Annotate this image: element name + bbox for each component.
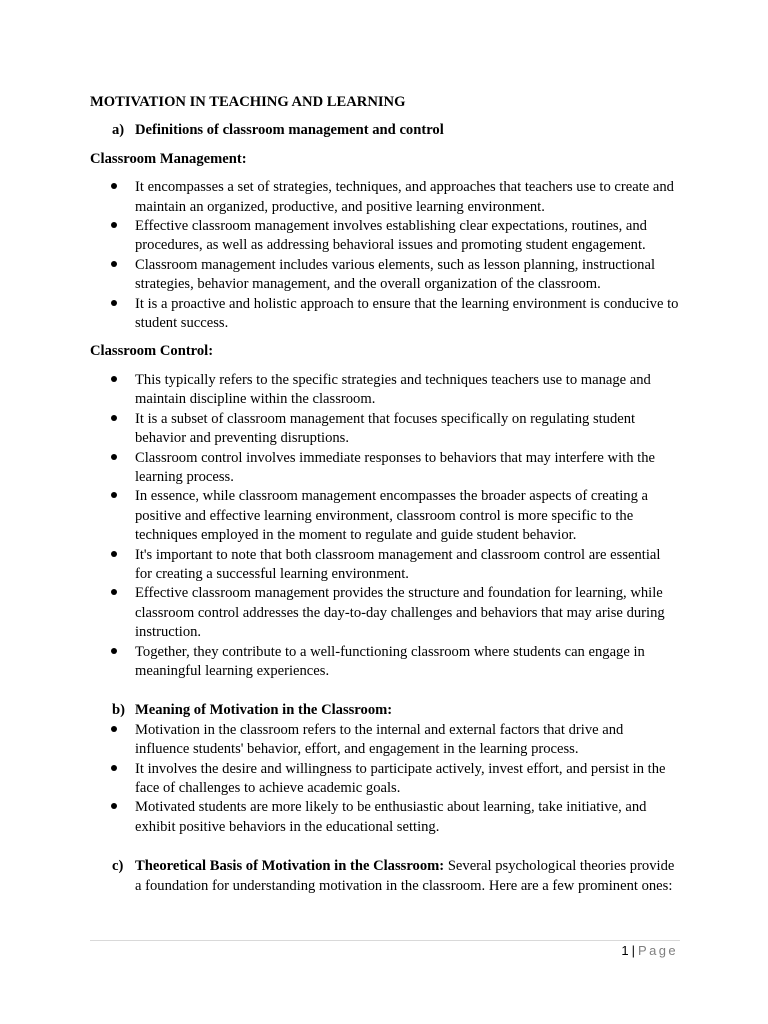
bullet-icon	[111, 726, 117, 732]
document-body	[90, 93, 680, 905]
list-item-text: This typically refers to the specific strategies and techniques teachers use to manage and maintain discipline within the classroom.	[135, 371, 651, 408]
list-item-text: In essence, while classroom management encompasses the broader aspects of creating a positive and effective learning environment, classroom control is more specific to the techniques employed in the moment to regulate and guide student behavior.	[135, 488, 649, 544]
list-item-text: It is a proactive and holistic approach to ensure that the learning environment is conducive to student success.	[135, 295, 679, 332]
list-item-text: It's important to note that both classroom management and classroom control are essential for creating a successful learning environment.	[135, 546, 661, 582]
list-item-text: Together, they contribute to a well-functioning classroom where students can engage in meaningful learning experiences.	[135, 643, 645, 679]
section-b-title: Meaning of Motivation in the Classroom:	[135, 702, 393, 719]
motivation-meaning-list	[90, 721, 680, 837]
list-item-text: It encompasses a set of strategies, techniques, and approaches that teachers use to create and maintain an organized, productive, and positive learning environment.	[135, 179, 674, 215]
bullet-icon	[111, 589, 117, 595]
list-item-text: Classroom management includes various elements, such as lesson planning, instructional strategies, behavior management, and the overall organization of the classroom.	[135, 256, 656, 293]
list-item-text: It is a subset of classroom management that focuses specifically on regulating student behavior and preventing disruptions.	[135, 410, 636, 447]
bullet-icon	[111, 261, 117, 267]
list-item	[90, 410, 680, 449]
classroom-control-list	[90, 371, 680, 682]
list-item-text: Effective classroom management involves establishing clear expectations, routines, and procedures, as well as addressing behavioral issues and promoting student engagement.	[135, 218, 647, 254]
list-item	[90, 584, 680, 642]
bullet-icon	[111, 183, 117, 189]
bullet-icon	[111, 492, 117, 498]
section-c-title: Theoretical Basis of Motivation in the Classroom:	[135, 858, 445, 875]
section-a-heading	[90, 121, 680, 140]
classroom-management-list	[90, 178, 680, 333]
bullet-icon	[111, 803, 117, 809]
section-c-paragraph	[90, 857, 680, 896]
list-item-text: It involves the desire and willingness to participate actively, invest effort, and persist in the face of challenges to achieve academic goals.	[135, 760, 666, 796]
list-item	[90, 178, 680, 217]
bullet-icon	[111, 222, 117, 228]
list-item-text: Effective classroom management provides the structure and foundation for learning, while classroom control addresses the day-to-day challenges and behaviors that may arise during instruction.	[135, 585, 665, 641]
section-a-title: Definitions of classroom management and control	[135, 122, 444, 139]
bullet-icon	[111, 454, 117, 460]
list-item-text: Motivated students are more likely to be enthusiastic about learning, take initiative, and exhibit positive behaviors in the educational setting.	[135, 799, 647, 835]
list-item	[90, 643, 680, 682]
footer-separator: |	[631, 943, 636, 958]
section-b-heading	[90, 701, 680, 720]
list-item-text: Classroom control involves immediate responses to behaviors that may interfere with the learning process.	[135, 449, 655, 485]
bullet-icon	[111, 765, 117, 771]
list-item	[90, 256, 680, 295]
classroom-control-heading: Classroom Control:	[90, 343, 214, 360]
list-item	[90, 798, 680, 837]
bullet-icon	[111, 551, 117, 557]
footer-divider	[90, 940, 680, 941]
bullet-icon	[111, 376, 117, 382]
section-b-letter: b)	[112, 702, 125, 719]
list-item	[90, 721, 680, 760]
page-footer	[621, 942, 678, 960]
document-title: MOTIVATION IN TEACHING AND LEARNING	[90, 94, 406, 110]
page-number: 1	[621, 943, 629, 958]
section-a-letter: a)	[112, 122, 125, 139]
list-item	[90, 371, 680, 410]
section-c-letter: c)	[112, 858, 124, 875]
bullet-icon	[111, 648, 117, 654]
page-label: Page	[638, 943, 678, 958]
list-item	[90, 449, 680, 488]
classroom-management-heading: Classroom Management:	[90, 150, 247, 167]
list-item	[90, 760, 680, 799]
list-item	[90, 217, 680, 256]
bullet-icon	[111, 415, 117, 421]
bullet-icon	[111, 300, 117, 306]
list-item	[90, 487, 680, 545]
list-item	[90, 295, 680, 334]
list-item-text: Motivation in the classroom refers to the internal and external factors that drive and influence students' behavior, effort, and engagement in the learning process.	[135, 721, 624, 758]
section-c-text: Several psychological theories provide a foundation for understanding motivation in the classroom. Here are a few prominent ones:	[135, 858, 675, 894]
list-item	[90, 546, 680, 585]
